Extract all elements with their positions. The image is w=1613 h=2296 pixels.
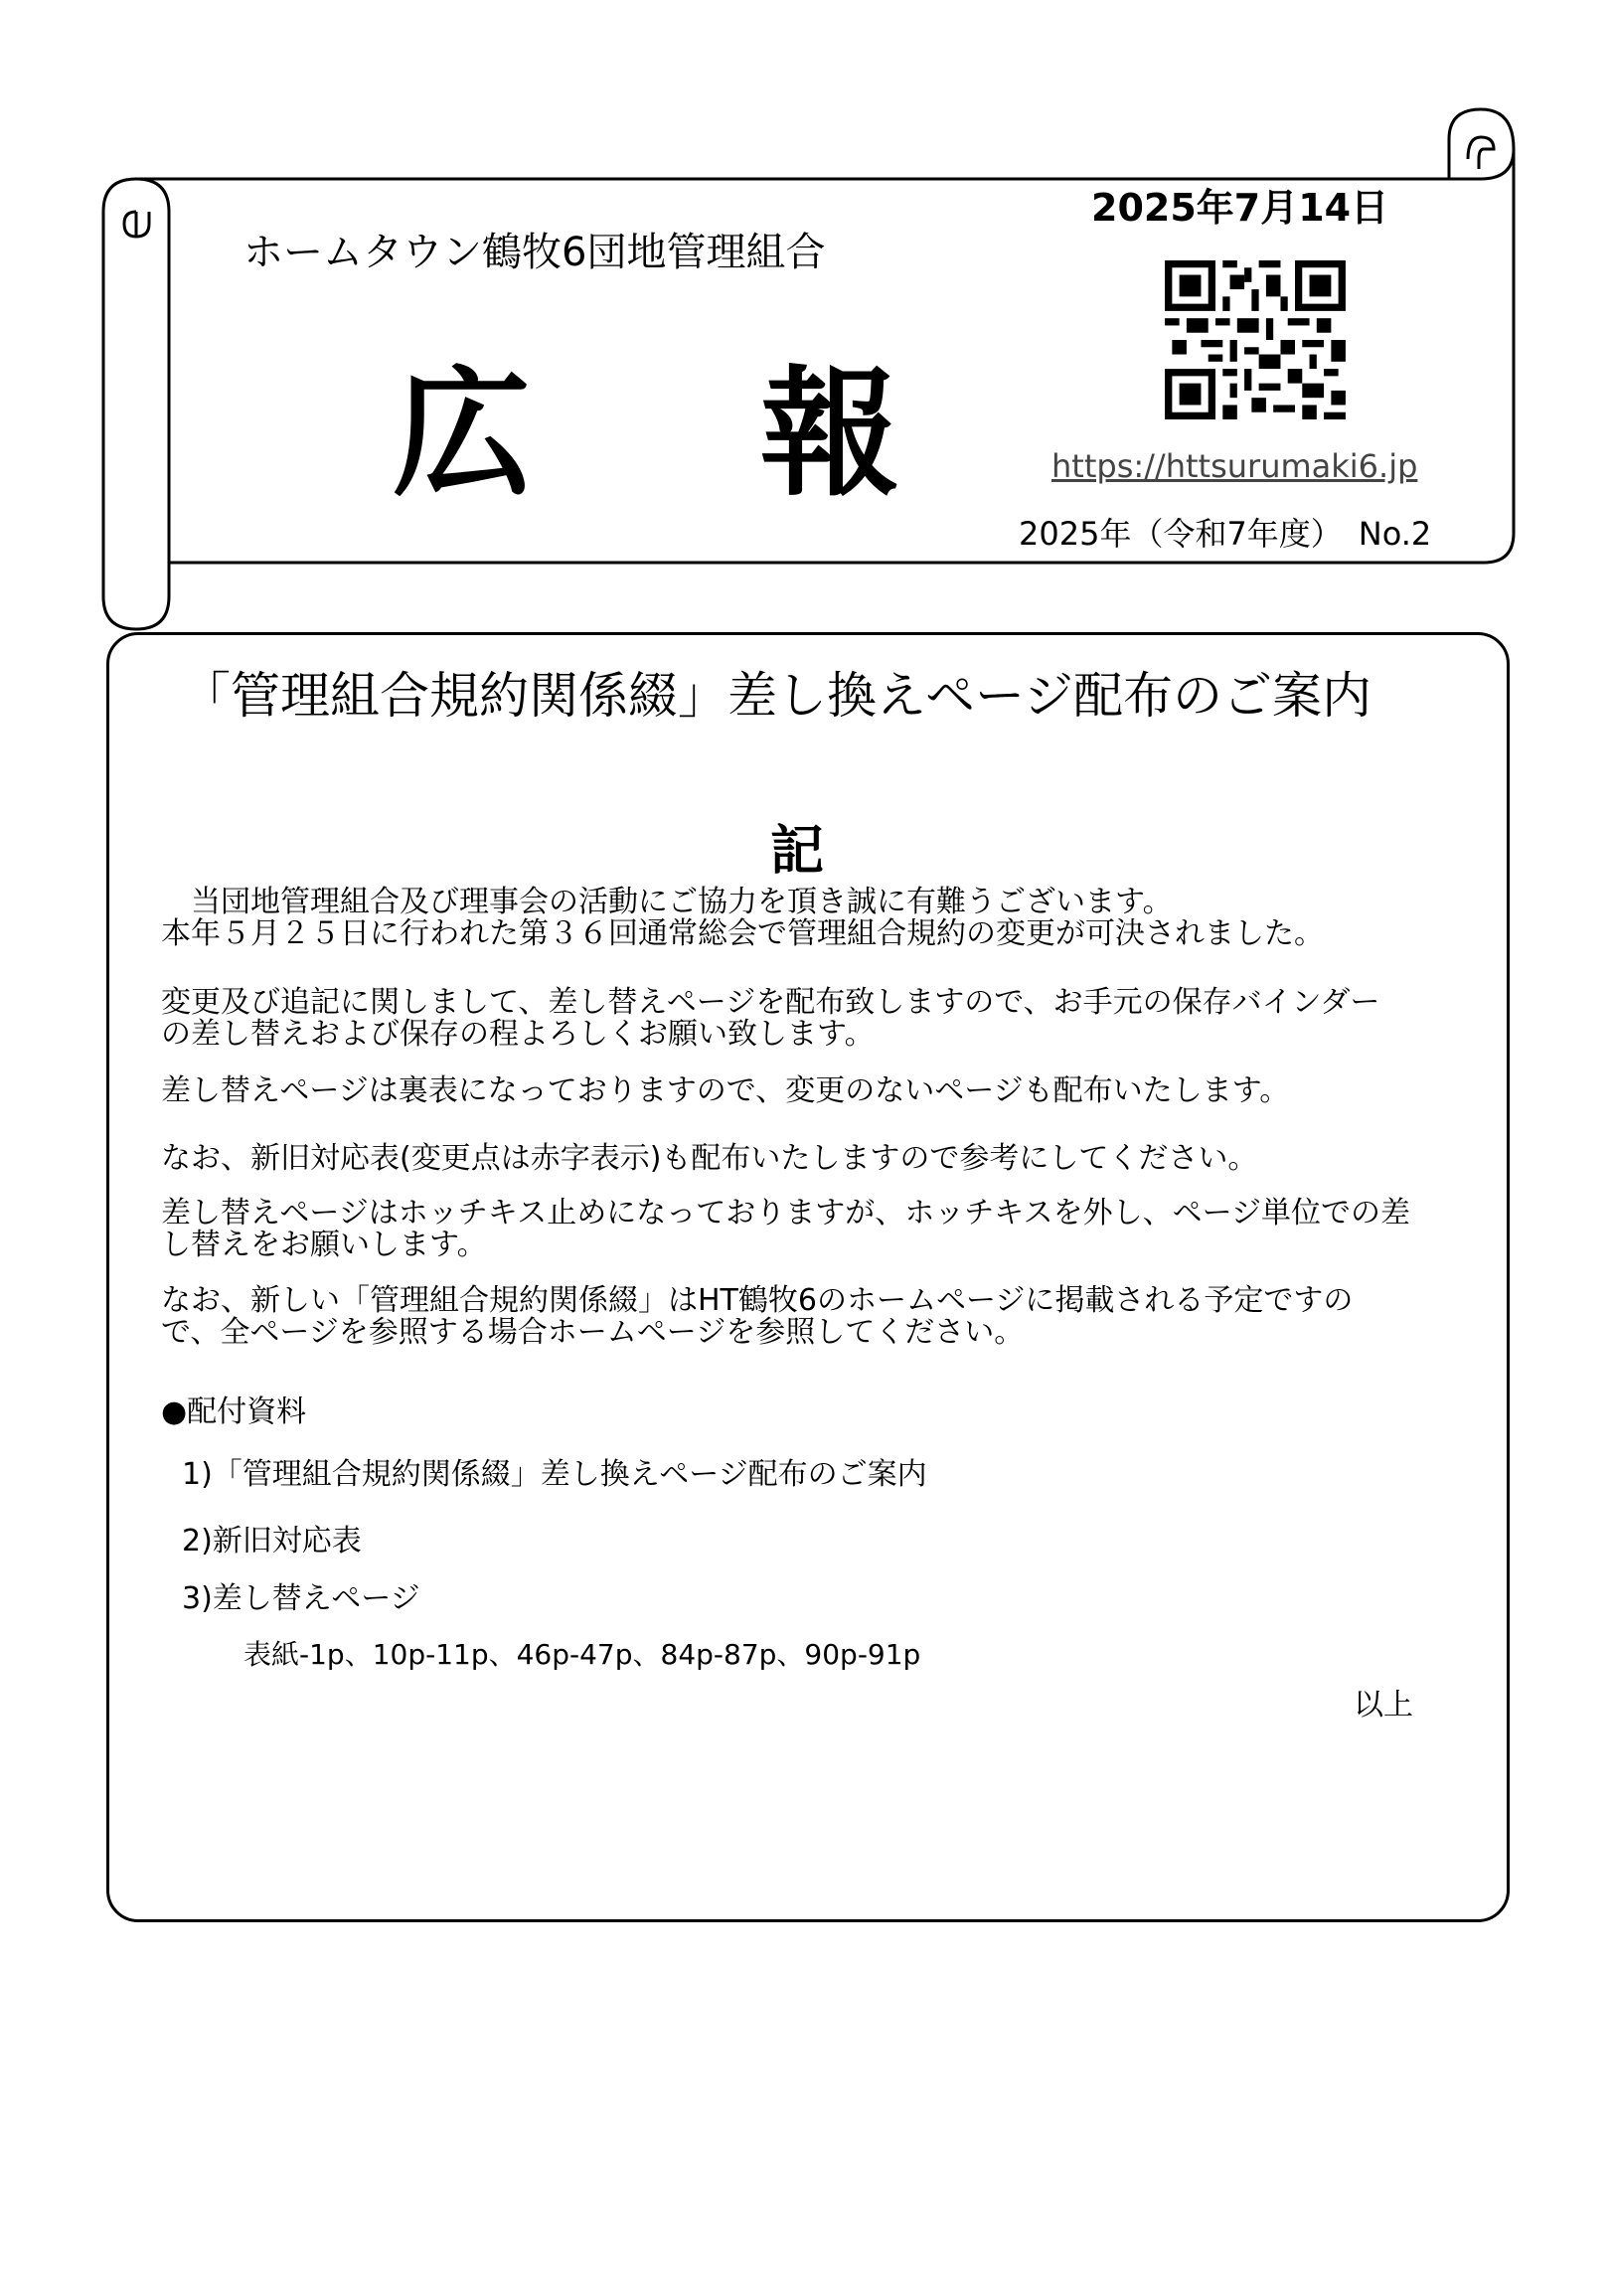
paragraph-line: なお、新しい「管理組合規約関係綴」はHT鶴牧6のホームページに掲載される予定ですの	[161, 1283, 1354, 1318]
newsletter-title: 広報	[393, 354, 1129, 516]
paragraph-line: 当団地管理組合及び理事会の活動にご協力を頂き誠に有難うございます。	[161, 885, 1173, 919]
attachment-item: 3)差し替えページ	[182, 1581, 420, 1616]
ki-heading: 記	[770, 819, 824, 882]
paragraph-line: 変更及び追記に関しまして、差し替えページを配布致しますので、お手元の保存バインダー	[161, 985, 1380, 1020]
paragraph-double-sided	[161, 1075, 1453, 1107]
paragraph-comparison-table	[161, 1143, 1453, 1175]
paragraph-line: 差し替えページは裏表になっておりますので、変更のないページも配布いたします。	[161, 1073, 1290, 1108]
attachments-heading: ●配付資料	[161, 1394, 307, 1429]
paragraph-replacement	[161, 987, 1453, 1051]
paragraph-line: で、全ページを参照する場合ホームページを参照してください。	[161, 1315, 1025, 1350]
paragraph-staples	[161, 1198, 1453, 1261]
organization-name: ホームタウン鶴牧6団地管理組合	[243, 230, 826, 275]
closing-text: 以上	[1354, 1688, 1413, 1722]
attachment-item: 1)「管理組合規約関係綴」差し換えページ配布のご案内	[182, 1457, 927, 1492]
paragraph-line: なお、新旧対応表(変更点は赤字表示)も配布いたしますので参考にしてください。	[161, 1141, 1258, 1176]
notice-title: 「管理組合規約関係綴」差し換えページ配布のご案内	[181, 667, 1371, 725]
paragraph-line: の差し替えおよび保存の程よろしくお願い致します。	[161, 1017, 875, 1052]
paragraph-greeting	[161, 887, 1453, 950]
paragraph-homepage	[161, 1285, 1453, 1349]
issue-date: 2025年7月14日	[1091, 186, 1389, 230]
paragraph-line: 差し替えページはホッチキス止めになっておりますが、ホッチキスを外し、ページ単位での差	[161, 1196, 1410, 1230]
replacement-pages-list: 表紙-1p、10p-11p、46p-47p、84p-87p、90p-91p	[243, 1638, 921, 1671]
qr-code-icon	[1165, 260, 1346, 419]
website-link[interactable]: https://httsurumaki6.jp	[1051, 447, 1418, 485]
paragraph-line: し替えをお願いします。	[161, 1228, 487, 1262]
paragraph-line: 本年５月２５日に行われた第３６回通常総会で管理組合規約の変更が可決されました。	[161, 916, 1324, 951]
attachment-item: 2)新旧対応表	[182, 1524, 362, 1558]
issue-number: 2025年（令和7年度） No.2	[1019, 515, 1432, 553]
